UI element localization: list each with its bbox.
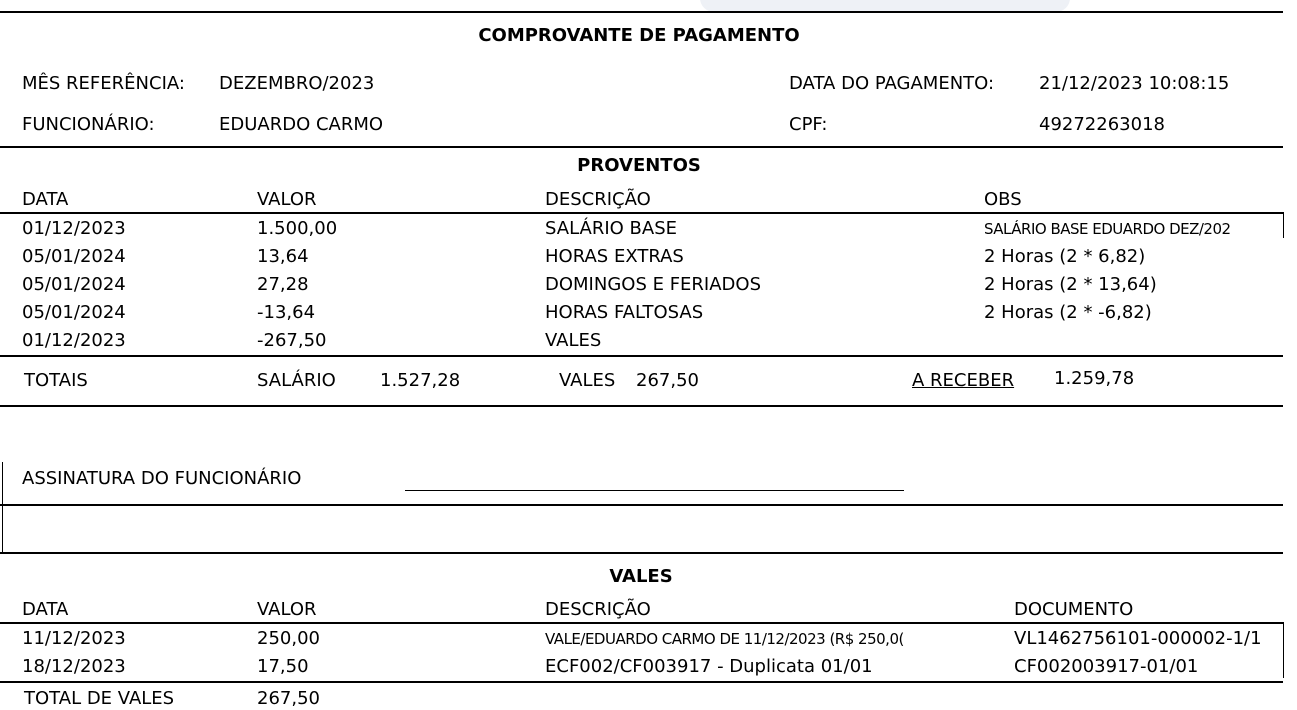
total-vales-value: 267,50 (257, 688, 320, 709)
table-row-descricao: HORAS EXTRAS (545, 246, 684, 267)
cpf-value: 49272263018 (1039, 114, 1165, 135)
proventos-col-descricao: DESCRIÇÃO (545, 189, 651, 210)
divider-top (0, 11, 1283, 13)
table-row-obs: 2 Horas (2 * 6,82) (984, 246, 1146, 267)
table-row-obs: 2 Horas (2 * 13,64) (984, 274, 1157, 295)
proventos-totals-rule (0, 355, 1283, 357)
assinatura-left-rule (2, 462, 3, 553)
table-row-valor: 13,64 (257, 246, 309, 267)
vales-col-documento: DOCUMENTO (1014, 599, 1134, 620)
proventos-col-obs: OBS (984, 189, 1022, 210)
page-title: COMPROVANTE DE PAGAMENTO (478, 25, 800, 46)
vales-totals-rule (0, 681, 1283, 683)
vales-col-data: DATA (22, 599, 69, 620)
salario-label: SALÁRIO (257, 370, 336, 391)
assinatura-rule-1 (0, 504, 1283, 506)
table-row-data: 01/12/2023 (22, 330, 126, 351)
vales-total-value: 267,50 (636, 370, 699, 391)
divider-proventos (0, 146, 1283, 148)
totais-label: TOTAIS (24, 370, 88, 391)
proventos-col-data: DATA (22, 189, 69, 210)
funcionario-value: EDUARDO CARMO (219, 114, 384, 135)
table-row-valor: 27,28 (257, 274, 309, 295)
proventos-col-valor: VALOR (257, 189, 317, 210)
table-row-documento: CF002003917-01/01 (1014, 656, 1199, 677)
table-row-obs: 2 Horas (2 * -6,82) (984, 302, 1152, 323)
signature-line (405, 490, 904, 491)
mes-referencia-label: MÊS REFERÊNCIA: (22, 73, 185, 94)
vales-col-valor: VALOR (257, 599, 317, 620)
table-row-data: 05/01/2024 (22, 302, 126, 323)
table-row-data: 05/01/2024 (22, 246, 126, 267)
vales-col-descricao: DESCRIÇÃO (545, 599, 651, 620)
data-pagamento-value: 21/12/2023 10:08:15 (1039, 73, 1230, 94)
table-row-descricao: SALÁRIO BASE (545, 218, 677, 239)
mes-referencia-value: DEZEMBRO/2023 (219, 73, 375, 94)
a-receber-value: 1.259,78 (1054, 368, 1135, 389)
assinatura-label: ASSINATURA DO FUNCIONÁRIO (22, 468, 302, 489)
table-row-documento: VL1462756101-000002-1/1 (1014, 628, 1262, 649)
proventos-title: PROVENTOS (577, 155, 701, 176)
table-row-descricao: VALES (545, 330, 602, 351)
vales-header-rule (0, 622, 1283, 624)
table-row-data: 18/12/2023 (22, 656, 126, 677)
vales-total-label: VALES (559, 370, 616, 391)
proventos-header-rule (0, 212, 1283, 214)
table-row-descricao: HORAS FALTOSAS (545, 302, 704, 323)
table-row-descricao: ECF002/CF003917 - Duplicata 01/01 (545, 656, 873, 677)
table-row-data: 11/12/2023 (22, 628, 126, 649)
data-pagamento-label: DATA DO PAGAMENTO: (789, 73, 995, 94)
table-row-valor: 1.500,00 (257, 218, 338, 239)
table-row-valor: -13,64 (257, 302, 316, 323)
table-row-valor: -267,50 (257, 330, 327, 351)
table-row-data: 05/01/2024 (22, 274, 126, 295)
proventos-bottom-rule (0, 405, 1283, 407)
table-row-valor: 250,00 (257, 628, 320, 649)
cpf-label: CPF: (789, 114, 828, 135)
table-row-obs: SALÁRIO BASE EDUARDO DEZ/202 (984, 220, 1231, 238)
salario-value: 1.527,28 (380, 370, 461, 391)
table-row-valor: 17,50 (257, 656, 309, 677)
vales-doc-rule (1283, 622, 1284, 678)
vales-title: VALES (609, 566, 673, 587)
total-vales-label: TOTAL DE VALES (24, 688, 175, 709)
a-receber-label: A RECEBER (912, 370, 1015, 391)
proventos-obs-rule (1283, 212, 1284, 238)
assinatura-rule-2 (0, 552, 1283, 554)
funcionario-label: FUNCIONÁRIO: (22, 114, 155, 135)
table-row-descricao: DOMINGOS E FERIADOS (545, 274, 761, 295)
table-row-data: 01/12/2023 (22, 218, 126, 239)
table-row-descricao: VALE/EDUARDO CARMO DE 11/12/2023 (R$ 250,0( (545, 630, 904, 648)
